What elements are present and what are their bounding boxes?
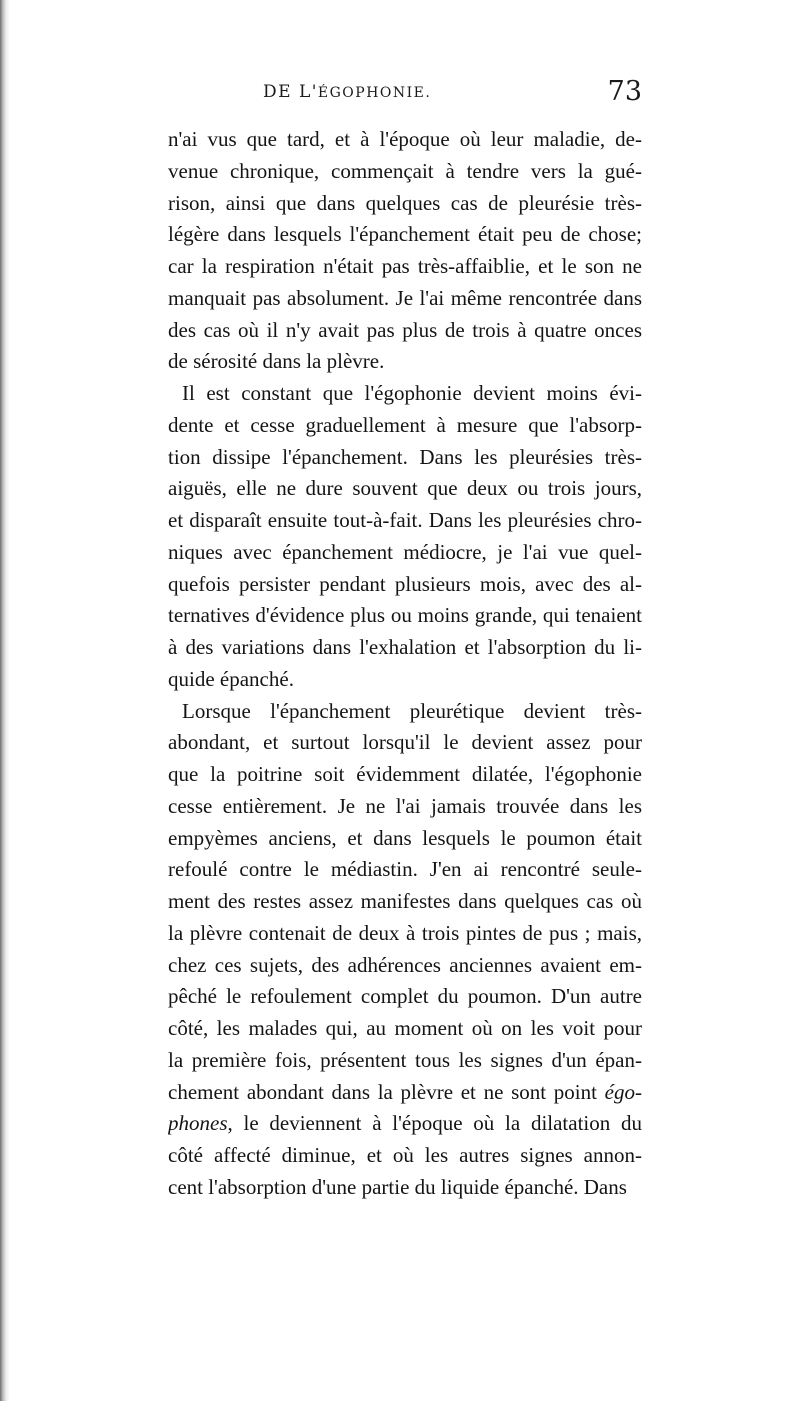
text-line: refoulé contre le médiastin. J'en ai rencontré seule- — [168, 857, 642, 882]
paragraph-1 — [168, 124, 642, 378]
running-title-word: ÉGOPHONIE. — [317, 85, 432, 101]
text-line: ternatives d'évidence plus ou moins grande, qui tenaient — [168, 603, 642, 628]
paragraph-3 — [168, 696, 642, 1204]
text-line: abondant, et surtout lorsqu'il le devient assez pour — [168, 730, 642, 755]
text-line: venue chronique, commençait à tendre vers la gué- — [168, 158, 642, 183]
body-text — [168, 124, 642, 1204]
text-line: car la respiration n'était pas très-affaiblie, et le son ne — [168, 254, 642, 278]
text-line: tion dissipe l'épanchement. Dans les pleurésies très- — [168, 444, 642, 469]
text-line: et disparaît ensuite tout-à-fait. Dans les pleurésies chro- — [168, 508, 642, 532]
text-line: phones, le deviennent à l'époque où la dilatation du — [168, 1111, 642, 1136]
running-header — [168, 76, 642, 112]
text-line: empyèmes anciens, et dans lesquels le poumon était — [168, 825, 642, 850]
page-number: 73 — [607, 76, 642, 107]
text-line: de sérosité dans la plèvre. — [168, 349, 385, 374]
text-line: n'ai vus que tard, et à l'époque où leur maladie, de- — [168, 127, 642, 151]
text-line: cesse entièrement. Je ne l'ai jamais trouvée dans les — [168, 793, 642, 818]
paragraph-2 — [168, 378, 642, 696]
text-line: niques avec épanchement médiocre, je l'ai vue quel- — [168, 539, 642, 564]
text-line: cent l'absorption d'une partie du liquide épanché. Dans — [168, 1174, 627, 1199]
text-line: à des variations dans l'exhalation et l'absorption du li- — [168, 635, 642, 659]
text-line: chement abondant dans la plèvre et ne sont point égo- — [168, 1079, 642, 1104]
text-line: légère dans lesquels l'épanchement était peu de chose; — [168, 222, 642, 247]
text-line: manquait pas absolument. Je l'ai même rencontrée dans — [168, 285, 642, 310]
text-line: la plèvre contenait de deux à trois pintes de pus ; mais, — [168, 920, 642, 945]
text-line: côté affecté diminue, et où les autres signes annon- — [168, 1143, 642, 1167]
text-line: des cas où il n'y avait pas plus de trois à quatre onces — [168, 317, 642, 342]
text-line: que la poitrine soit évidemment dilatée, l'égophonie — [168, 762, 642, 786]
text-line: Il est constant que l'égophonie devient moins évi- — [182, 381, 642, 405]
text-line: Lorsque l'épanchement pleurétique devient très- — [182, 698, 642, 723]
text-line: aiguës, elle ne dure souvent que deux ou trois jours, — [168, 476, 642, 501]
text-line: ment des restes assez manifestes dans quelques cas où — [168, 889, 642, 913]
text-line: chez ces sujets, des adhérences anciennes avaient em- — [168, 952, 642, 977]
text-line: rison, ainsi que dans quelques cas de pleurésie très- — [168, 190, 642, 215]
running-title-prefix: DE L' — [263, 82, 318, 102]
text-line: quide épanché. — [168, 666, 294, 691]
text-line: quefois persister pendant plusieurs mois, avec des al- — [168, 571, 642, 596]
page-spine-shadow — [0, 0, 10, 1401]
text-line: la première fois, présentent tous les signes d'un épan- — [168, 1047, 642, 1072]
text-line: côté, les malades qui, au moment où on les voit pour — [168, 1016, 642, 1040]
running-title — [263, 82, 431, 102]
text-line: dente et cesse graduellement à mesure que l'absorp- — [168, 412, 642, 437]
text-line: pêché le refoulement complet du poumon. D'un autre — [168, 984, 642, 1009]
